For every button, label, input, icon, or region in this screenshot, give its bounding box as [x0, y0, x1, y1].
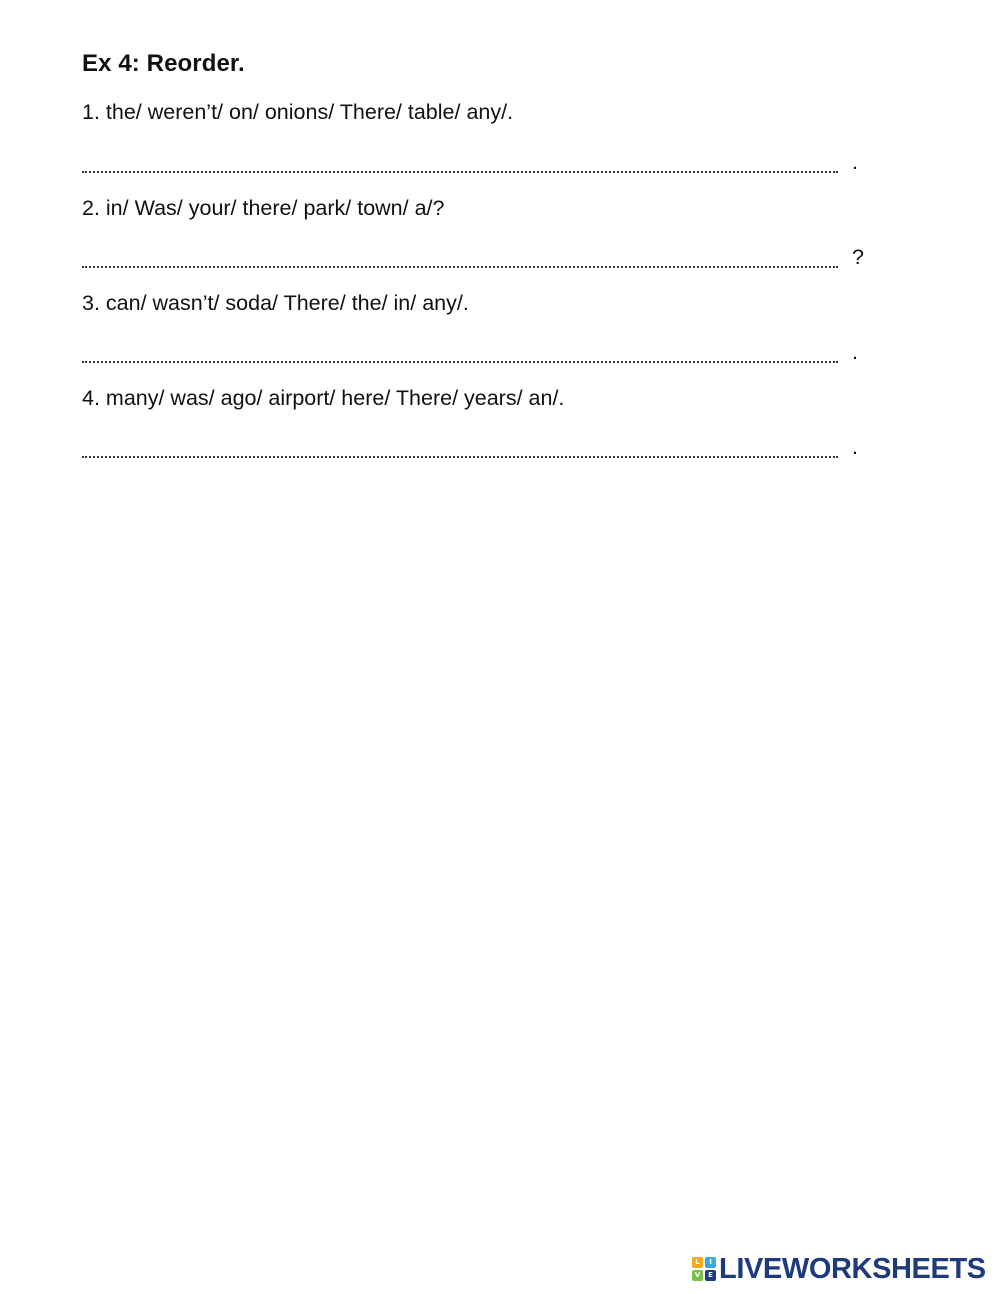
- logo-cell-e: E: [705, 1270, 716, 1281]
- end-mark-2: ?: [852, 245, 864, 269]
- answer-line-2[interactable]: [82, 238, 872, 268]
- logo-cell-i: I: [705, 1257, 716, 1268]
- logo-text: LIVEWORKSHEETS: [719, 1252, 986, 1285]
- end-mark-4: .: [852, 435, 858, 459]
- end-mark-1: .: [852, 150, 858, 174]
- end-mark-3: .: [852, 340, 858, 364]
- question-3-prompt: 3. can/ wasn’t/ soda/ There/ the/ in/ any/.: [82, 291, 469, 315]
- exercise-title: Ex 4: Reorder.: [82, 50, 245, 77]
- answer-dots-1[interactable]: [82, 157, 838, 173]
- liveworksheets-logo: [692, 1254, 986, 1284]
- answer-dots-4[interactable]: [82, 442, 838, 458]
- question-1-prompt: 1. the/ weren’t/ on/ onions/ There/ table/ any/.: [82, 100, 514, 124]
- question-2-prompt: 2. in/ Was/ your/ there/ park/ town/ a/?: [82, 196, 445, 220]
- logo-cell-l: L: [692, 1257, 703, 1268]
- answer-line-1[interactable]: [82, 143, 872, 173]
- answer-dots-2[interactable]: [82, 252, 838, 268]
- answer-line-4[interactable]: [82, 428, 872, 458]
- question-4-prompt: 4. many/ was/ ago/ airport/ here/ There/ years/ an/.: [82, 386, 565, 410]
- answer-dots-3[interactable]: [82, 347, 838, 363]
- logo-cell-v: V: [692, 1270, 703, 1281]
- answer-line-3[interactable]: [82, 333, 872, 363]
- logo-mark-icon: [692, 1257, 716, 1281]
